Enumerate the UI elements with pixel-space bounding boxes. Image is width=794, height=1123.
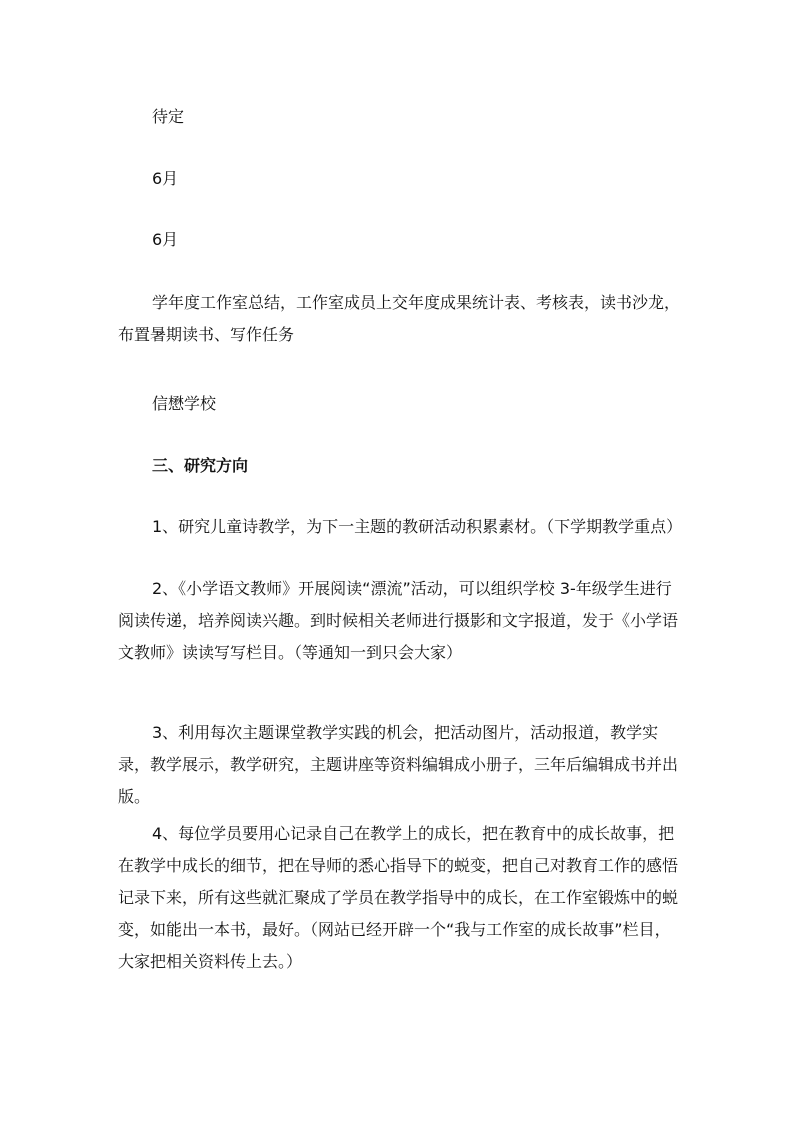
paragraph-pending: 待定 [152,107,185,126]
research-item-3: 3、利用每次主题课堂教学实践的机会，把活动图片，活动报道，教学实录，教学展示，教学研究，主题讲座等资料编辑成小册子，三年后编辑成书并出版。 [118,723,679,806]
paragraph-june-2: 6月 [152,230,179,249]
research-item-4: 4、每位学员要用心记录自己在教学上的成长，把在教育中的成长故事，把在教学中成长的细节，把在导师的悉心指导下的蜕变，把自己对教育工作的感悟记录下来，所有这些就汇聚成了学员在教学指导中的成长，在工作室锻炼中的蜕变，如能出一本书，最好。（网站已经开辟一个“我与工作室的成长故事”栏目，大家把相关资料传上去。） [118,824,679,971]
paragraph-school-name: 信懋学校 [152,394,217,413]
section-heading: 三、研究方向 [152,456,249,475]
research-item-1: 1、研究儿童诗教学，为下一主题的教研活动积累素材。（下学期教学重点） [152,517,683,536]
paragraph-june-1: 6月 [152,169,179,188]
research-item-2: 2、《小学语文教师》开展阅读“漂流”活动，可以组织学校 3-年级学生进行阅读传递，培养阅读兴趣。到时候相关老师进行摄影和文字报道，发于《小学语文教师》读读写写栏目。（等通知一到只会大家） [118,579,679,662]
paragraph-annual-summary: 学年度工作室总结，工作室成员上交年度成果统计表、考核表，读书沙龙，布置暑期读书、写作任务 [118,293,681,344]
